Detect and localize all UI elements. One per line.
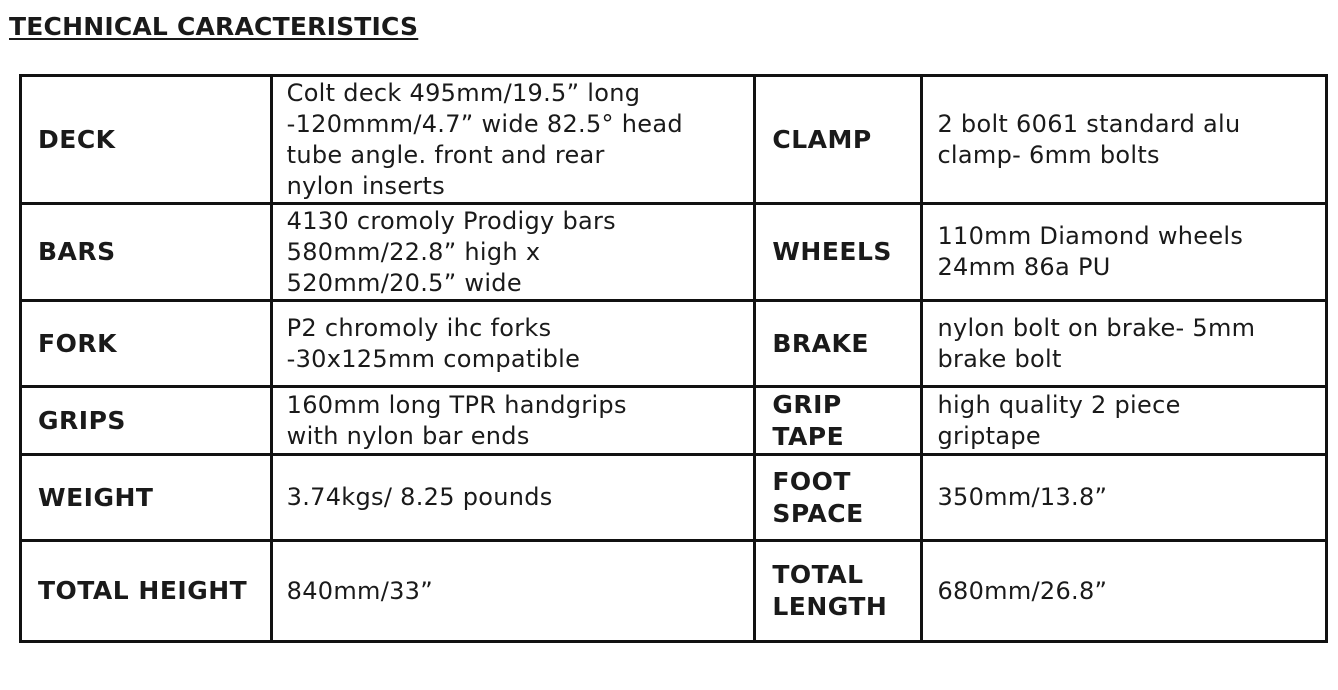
table-row — [21, 76, 1327, 204]
spec-value-grip-tape: high quality 2 piece griptape — [922, 387, 1327, 455]
spec-key-clamp: CLAMP — [755, 76, 922, 204]
spec-value-foot-space: 350mm/13.8” — [922, 455, 1327, 541]
spec-key-wheels: WHEELS — [755, 204, 922, 301]
spec-value-total-length: 680mm/26.8” — [922, 541, 1327, 642]
spec-key-grips: GRIPS — [21, 387, 272, 455]
table-row — [21, 541, 1327, 642]
spec-key-total-height: TOTAL HEIGHT — [21, 541, 272, 642]
spec-key-weight: WEIGHT — [21, 455, 272, 541]
spec-key-total-length: TOTAL LENGTH — [755, 541, 922, 642]
table-row — [21, 455, 1327, 541]
table-row — [21, 387, 1327, 455]
spec-key-grip-tape: GRIP TAPE — [755, 387, 922, 455]
page-title: TECHNICAL CARACTERISTICS — [9, 12, 419, 41]
spec-key-foot-space: FOOT SPACE — [755, 455, 922, 541]
spec-value-deck: Colt deck 495mm/19.5” long -120mmm/4.7” wide 82.5° head tube angle. front and rear nylon inserts — [271, 76, 755, 204]
spec-key-brake: BRAKE — [755, 301, 922, 387]
spec-value-grips: 160mm long TPR handgrips with nylon bar ends — [271, 387, 755, 455]
spec-value-bars: 4130 cromoly Prodigy bars 580mm/22.8” high x 520mm/20.5” wide — [271, 204, 755, 301]
spec-key-bars: BARS — [21, 204, 272, 301]
table-row — [21, 204, 1327, 301]
spec-value-total-height: 840mm/33” — [271, 541, 755, 642]
spec-key-deck: DECK — [21, 76, 272, 204]
spec-value-wheels: 110mm Diamond wheels 24mm 86a PU — [922, 204, 1327, 301]
spec-value-fork: P2 chromoly ihc forks -30x125mm compatible — [271, 301, 755, 387]
table-row — [21, 301, 1327, 387]
spec-value-brake: nylon bolt on brake- 5mm brake bolt — [922, 301, 1327, 387]
spec-value-weight: 3.74kgs/ 8.25 pounds — [271, 455, 755, 541]
spec-table — [19, 74, 1328, 643]
spec-key-fork: FORK — [21, 301, 272, 387]
spec-value-clamp: 2 bolt 6061 standard alu clamp- 6mm bolts — [922, 76, 1327, 204]
